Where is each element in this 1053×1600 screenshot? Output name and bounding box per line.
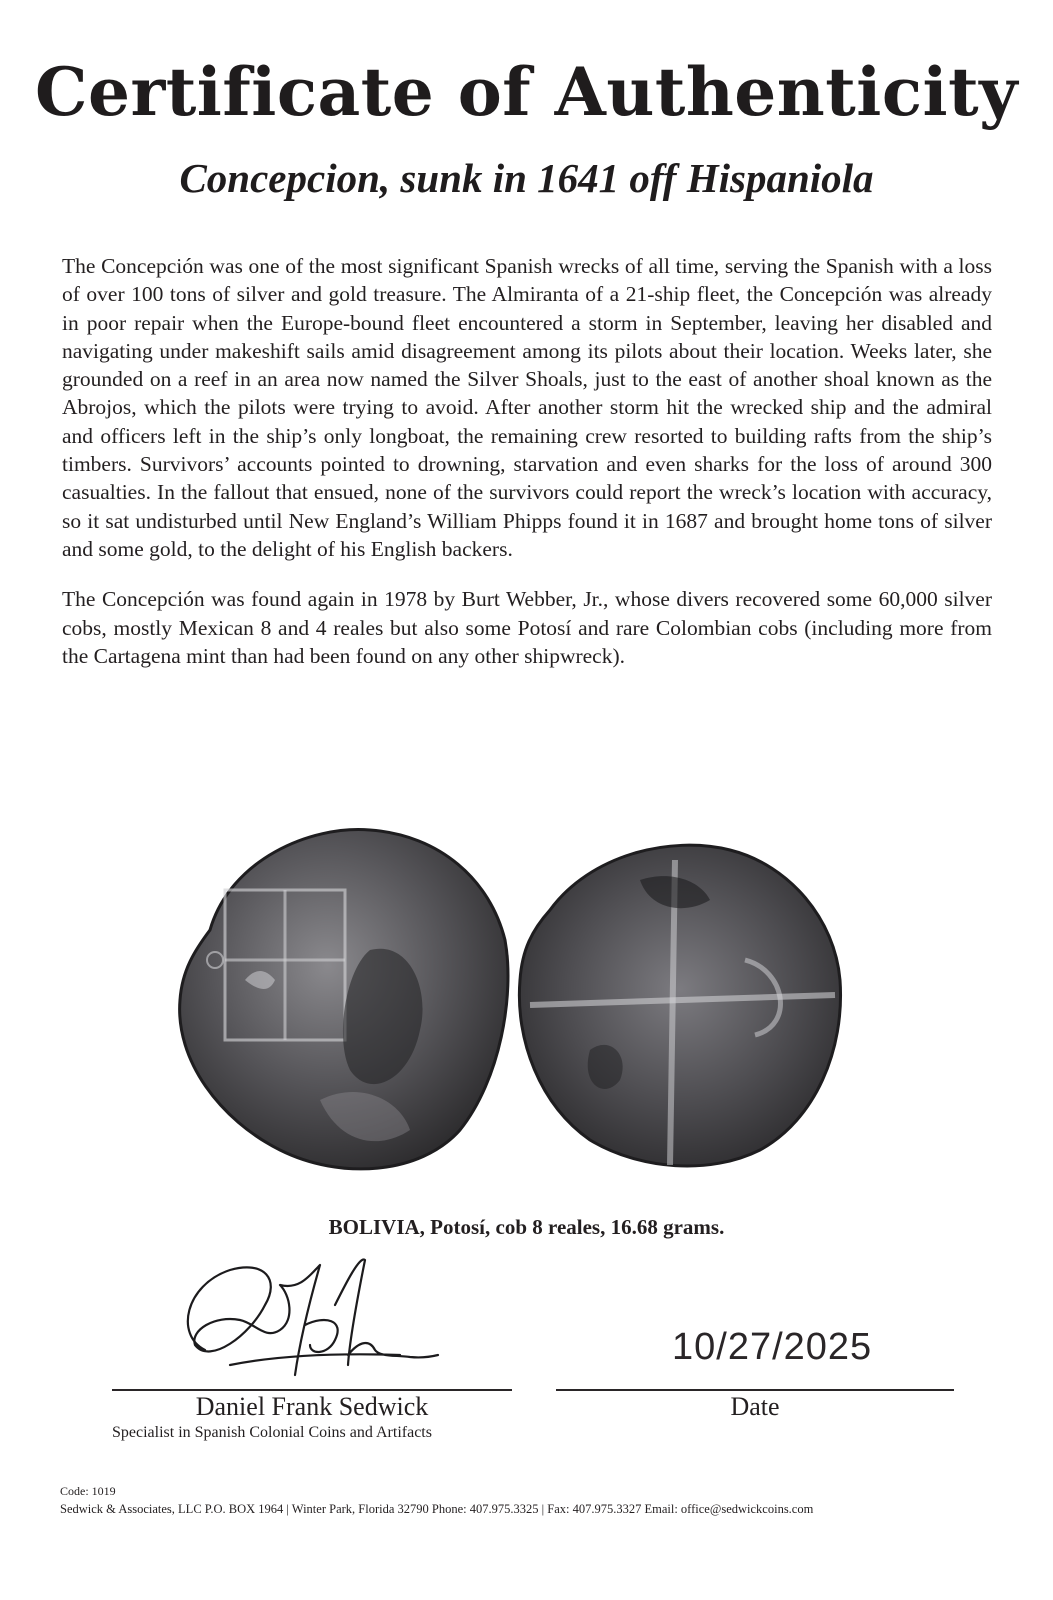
signer-name: Daniel Frank Sedwick: [195, 1392, 429, 1421]
company-contact-footer: Sedwick & Associates, LLC P.O. BOX 1964 | Winter Park, Florida 32790 Phone: 407.975.3325 | Fax: 407.975.3327 Email: office@sedwickcoins.com: [60, 1502, 814, 1516]
date-label: Date: [730, 1392, 780, 1421]
description-paragraph-1: The Concepción was one of the most significant Spanish wrecks of all time, serving the Spanish with a loss of over 100 tons of silver and gold treasure. The Almiranta of a 21-ship fleet, the Concepción was already in poor repair when the Europe-bound fleet encountered a storm in September, leaving her disabled and navigating under makeshift sails amid disagreement among its pilots about their location. Weeks later, she grounded on a reef in an area now named the Silver Shoals, just to the east of another shoal known as the Abrojos, which the pilots were trying to avoid. After another storm hit the wrecked ship and the admiral and officers left in the ship’s only longboat, the remaining crew resorted to building rafts from the ship’s timbers. Survivors’ accounts pointed to drowning, starvation and even sharks for the loss of around 300 casualties. In the fallout that ensued, none of the survivors could report the wreck’s location with accuracy, so it sat undisturbed until New England’s William Phipps found it in 1687 and brought home tons of silver and some gold, to the delight of his English backers.: [62, 254, 992, 561]
date-line: [556, 1389, 954, 1391]
coin-obverse: [180, 830, 508, 1169]
certificate-subtitle: Concepcion, sunk in 1641 off Hispaniola: [179, 155, 874, 201]
coin-photo: [170, 820, 870, 1190]
signature-line: [112, 1389, 512, 1391]
description-body: [62, 252, 992, 692]
signer-role: Specialist in Spanish Colonial Coins and Artifacts: [112, 1424, 432, 1441]
coin-caption: BOLIVIA, Potosí, cob 8 reales, 16.68 grams.: [328, 1215, 725, 1239]
description-paragraph-2: The Concepción was found again in 1978 by Burt Webber, Jr., whose divers recovered some 60,000 silver cobs, mostly Mexican 8 and 4 reales but also some Potosí and rare Colombian cobs (including more from the Cartagena mint than had been found on any other shipwreck).: [62, 587, 992, 668]
signature-image: [170, 1245, 440, 1395]
handwritten-date: 10/27/2025: [672, 1326, 873, 1368]
coin-reverse: [519, 845, 840, 1166]
certificate-code: Code: 1019: [60, 1484, 116, 1498]
certificate-title: Certificate of Authenticity: [35, 53, 1018, 131]
